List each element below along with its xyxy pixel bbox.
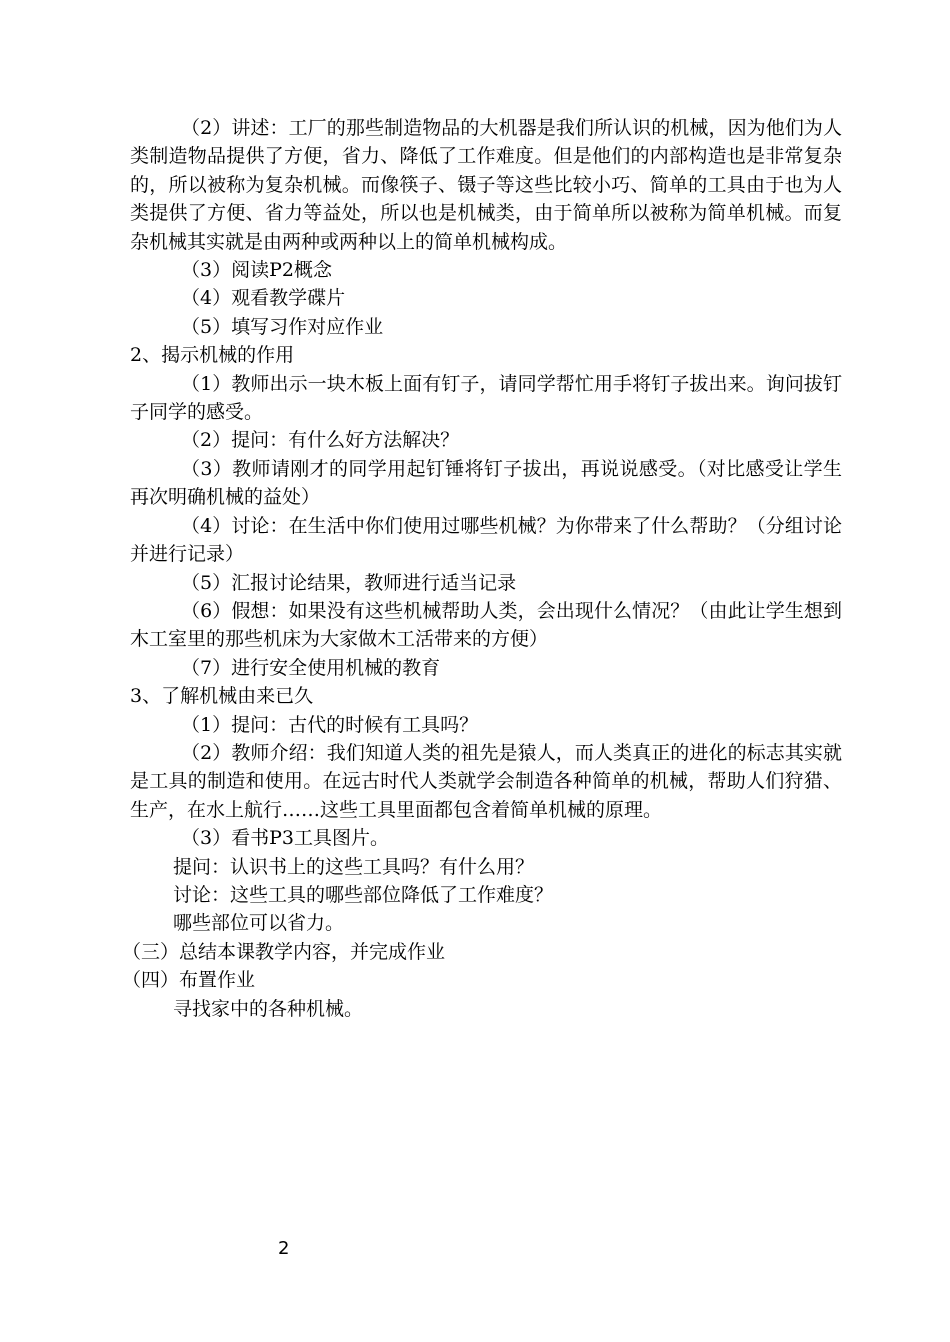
paragraph: （2）提问：有什么好方法解决？	[181, 429, 460, 452]
paragraph: （3）看书P3工具图片。	[181, 827, 389, 850]
paragraph: 寻找家中的各种机械。	[173, 997, 364, 1020]
paragraph: （1）提问：古代的时候有工具吗？	[181, 713, 479, 736]
paragraph: （2）教师介绍：我们知道人类的祖先是猿人，而人类真正的进化的标志其实就是工具的制造和使用。在远古时代人类就学会制造各种简单的机械，帮助人们狩猎、生产，在水上航行……这些工具里面都包含着简单机械的原理。	[130, 741, 842, 821]
paragraph: （5）汇报讨论结果，教师进行适当记录	[181, 571, 517, 594]
paragraph: （2）讲述：工厂的那些制造物品的大机器是我们所认识的机械，因为他们为人类制造物品提供了方便，省力、降低了工作难度。但是他们的内部构造也是非常复杂的，所以被称为复杂机械。而像筷子、镊子等这些比较小巧、简单的工具由于也为人类提供了方便、省力等益处，所以也是机械类，由于简单所以被称为简单机械。而复杂机械其实就是由两种或两种以上的简单机械构成。	[130, 117, 842, 253]
paragraph: （3）教师请刚才的同学用起钉锤将钉子拔出，再说说感受。（对比感受让学生再次明确机械的益处）	[130, 457, 842, 509]
paragraph: （4）观看教学碟片	[181, 287, 346, 310]
paragraph: （1）教师出示一块木板上面有钉子，请同学帮忙用手将钉子拔出来。询问拔钉子同学的感受。	[130, 372, 842, 424]
paragraph: （四）布置作业	[122, 969, 256, 992]
paragraph: 哪些部位可以省力。	[173, 912, 345, 935]
page-number: 2	[278, 1238, 290, 1259]
paragraph: （3）阅读P2概念	[181, 259, 332, 282]
paragraph: 提问：认识书上的这些工具吗？有什么用？	[173, 855, 535, 878]
paragraph: 3、了解机械由来已久	[130, 685, 314, 708]
document-body	[122, 114, 842, 1023]
paragraph: （三）总结本课教学内容，并完成作业	[122, 940, 446, 963]
paragraph: 2、揭示机械的作用	[130, 344, 295, 367]
paragraph: 讨论：这些工具的哪些部位降低了工作难度？	[173, 883, 554, 906]
paragraph: （7）进行安全使用机械的教育	[181, 656, 441, 679]
paragraph: （5）填写习作对应作业	[181, 315, 384, 338]
paragraph: （4）讨论：在生活中你们使用过哪些机械？为你带来了什么帮助？（分组讨论并进行记录）	[130, 514, 842, 566]
paragraph: （6）假想：如果没有这些机械帮助人类，会出现什么情况？（由此让学生想到木工室里的那些机床为大家做木工活带来的方便）	[130, 599, 842, 651]
